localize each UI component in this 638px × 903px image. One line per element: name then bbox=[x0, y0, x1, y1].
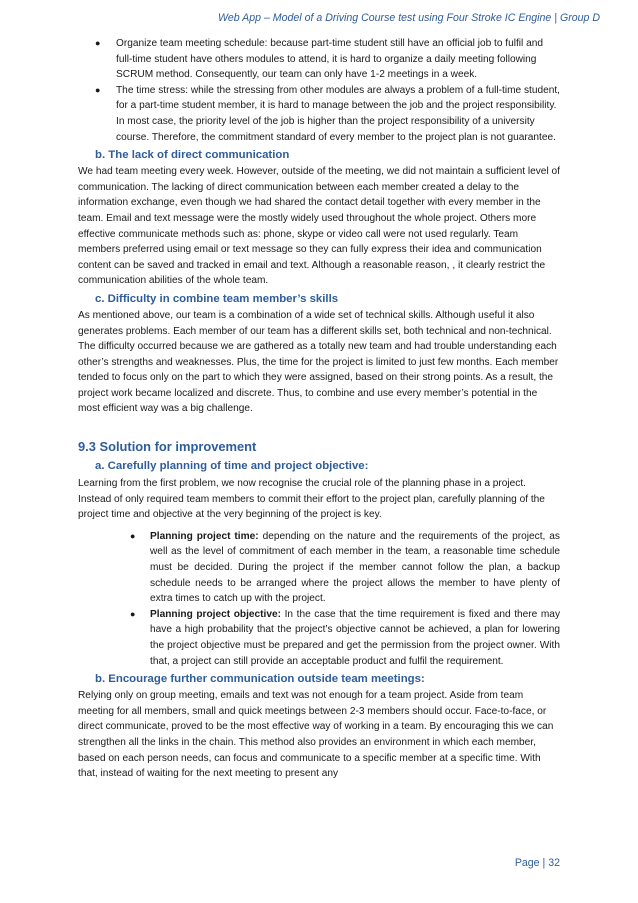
solution-a-body: Learning from the first problem, we now recognise the crucial role of the planning phase in a project. Instead of only required team members to commit their effort to the project plan, carefully planning of the project time and objective at the very beginning of the project is key. bbox=[78, 478, 545, 521]
bullet-text: In the case that the time requirement is fixed and there may have a high probability that the project’s objective cannot be achieved, a plan for lowering the project objective must be prepared and get the permission from the project owner. With that, a project can still provide an acceptable product and fulfil the requirement. bbox=[150, 608, 561, 667]
solution-b-heading: b. Encourage further communication outside team meetings: bbox=[95, 673, 425, 686]
bullet-icon: ● bbox=[95, 84, 101, 95]
page-content bbox=[78, 36, 560, 782]
section-c-heading: c. Difficulty in combine team member’s skills bbox=[95, 292, 339, 305]
solution-a-heading: a. Carefully planning of time and project objective: bbox=[95, 460, 369, 473]
solution-b-body: Relying only on group meeting, emails and text was not enough for a team project. Aside from team meeting for all members, small and quick meetings between 2-3 members should occur. Face-to-face, or direct communicate, proved to be the most effective way of working in a team. By encouraging this we can strengthen all the links in the chain. This method also provides an environment in which each member, based on each person needs, can focus and communicate to a specific member at a specific time. With that, instead of waiting for the next meeting to present any bbox=[78, 690, 554, 780]
list-item bbox=[78, 36, 560, 83]
page-header: Web App – Model of a Driving Course test using Four Stroke IC Engine | Group D bbox=[218, 12, 600, 24]
section-c-body: As mentioned above, our team is a combination of a wide set of technical skills. Although useful it also generates problems. Each member of our team has a different skills set, both technical and non-technical. The difficulty occurred because we are gathered as a totally new team and had trouble understanding each other’s strengths and weaknesses. Plus, the time for the project is limited to just few months. Each member tended to focus only on the part to which they were assigned, based on their strong points. As a result, the project work became localized and discrete. Thus, to combine and use every member’s potential in the most efficient way was a big challenge. bbox=[78, 309, 559, 415]
section-9-3-heading: 9.3 Solution for improvement bbox=[78, 439, 257, 455]
bullet-label: Planning project time: bbox=[150, 530, 259, 542]
problem-bullet-list bbox=[78, 36, 560, 145]
bullet-text: depending on the nature and the requirements of the project, as well as the level of commitment of each member in the team, a reasonable time schedule must be decided. During the project if the member cannot follow the plan, a backup schedule needs to be arranged where the project allows the member to have plenty of extra times to catch up with the project. bbox=[150, 530, 560, 605]
bullet-icon: ● bbox=[130, 608, 136, 619]
bullet-icon: ● bbox=[130, 530, 136, 541]
list-item bbox=[116, 529, 560, 607]
list-item bbox=[116, 607, 560, 669]
bullet-label: Planning project objective: bbox=[150, 608, 281, 620]
bullet-text: The time stress: while the stressing from other modules are always a problem of a full-time student, for a part-time student member, it is hard to manage between the job and the project responsibility. In most case, the priority level of the job is higher than the project responsibility of a university course. Therefore, the commitment standard of every member to the project plan is not guarantee. bbox=[116, 84, 560, 143]
section-b-heading: b. The lack of direct communication bbox=[95, 149, 290, 162]
bullet-icon: ● bbox=[95, 38, 101, 48]
page-number: Page | 32 bbox=[514, 857, 560, 869]
list-item bbox=[78, 83, 560, 145]
bullet-text: Organize team meeting schedule: because part-time student still have an official job to fulfil and full-time student have others modules to attend, it is hard to organize a daily meeting following SCRUM method. Consequently, our team can only have 1-2 meetings in a week. bbox=[116, 38, 543, 81]
solution-bullet-list bbox=[116, 529, 560, 669]
section-b-body: We had team meeting every week. However, outside of the meeting, we did not maintain a sufficient level of communication. The lacking of direct communication between each member created a delay to the information exchange, even though we had shared the contact detail together with every member in the team. Email and text message were the mostly widely used throughout the whole project. Others more effective communicate methods such as: phone, skype or video call were not used regularly. Team members preferred using email or text message so they can fully express their idea and communication content can be saved and tracked in email and text. Although a reasonable reason, , it clearly restrict the communication abilities of the whole team. bbox=[78, 166, 560, 287]
